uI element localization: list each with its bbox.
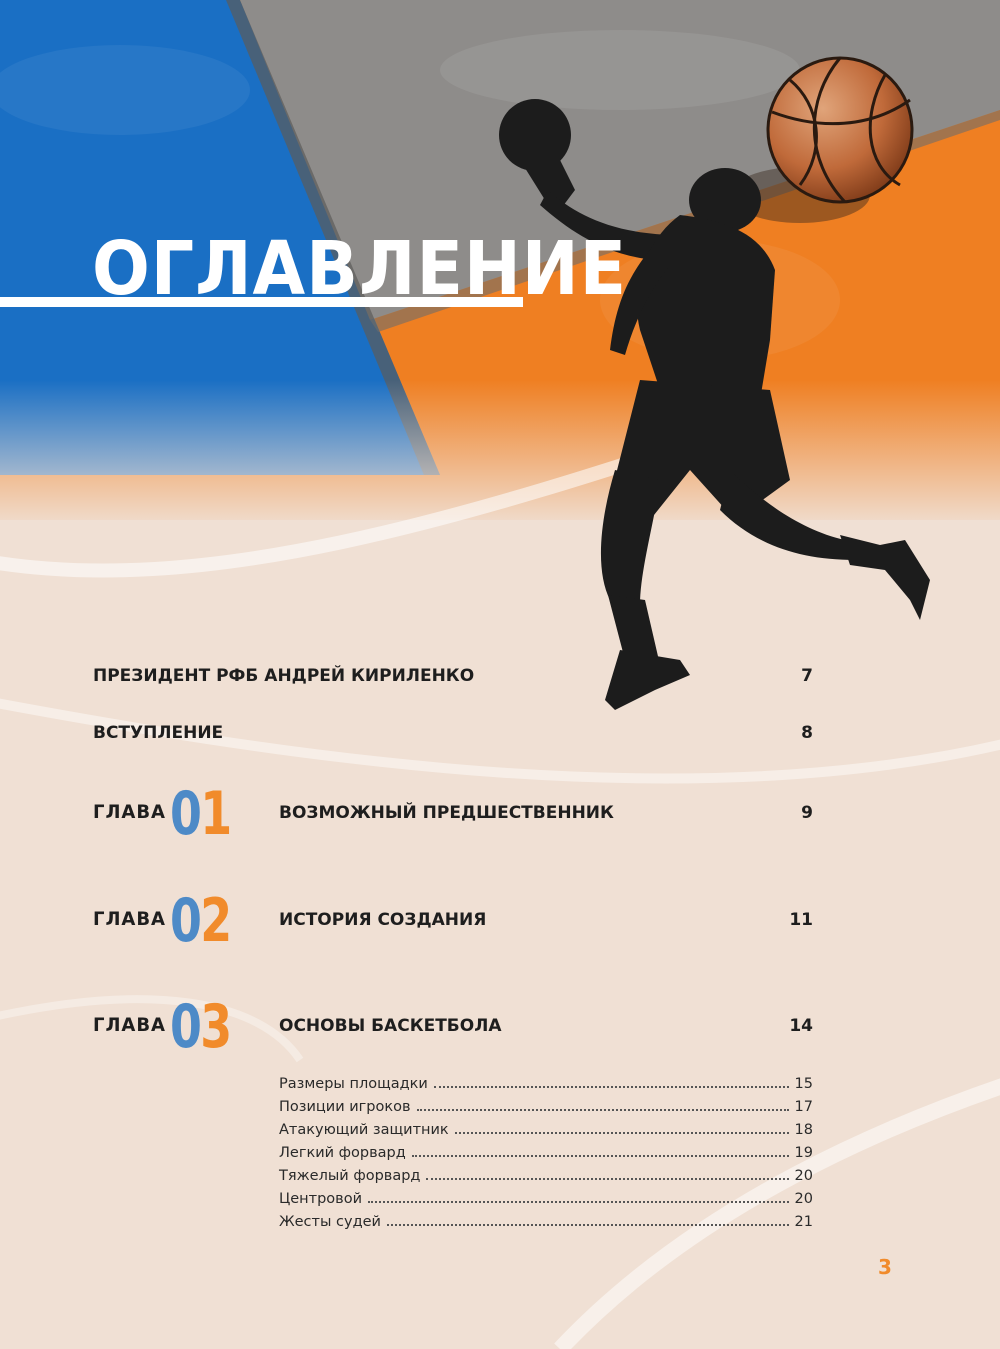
subsection-item[interactable]: Легкий форвард 19 <box>279 1145 813 1161</box>
chapter-3-title[interactable]: ОСНОВЫ БАСКЕТБОЛА <box>279 1016 502 1036</box>
toc-entry-page: 7 <box>801 666 813 686</box>
page-title: ОГЛАВЛЕНИЕ <box>92 226 628 312</box>
chapter-2-word: ГЛАВА <box>93 908 166 930</box>
chapter-1-page: 9 <box>801 803 813 823</box>
page-number: 3 <box>878 1255 892 1279</box>
toc-entry-label: ПРЕЗИДЕНТ РФБ АНДРЕЙ КИРИЛЕНКО <box>93 666 475 686</box>
subsection-item[interactable]: Атакующий защитник 18 <box>279 1122 813 1138</box>
chapter-3-word: ГЛАВА <box>93 1014 166 1036</box>
basketball-icon <box>768 58 912 202</box>
chapter-2-page: 11 <box>789 910 813 930</box>
toc-entry-page: 8 <box>801 723 813 743</box>
subsection-item[interactable]: Размеры площадки 15 <box>279 1076 813 1092</box>
toc-entry-label: ВСТУПЛЕНИЕ <box>93 723 224 743</box>
chapter-1-number: 01 <box>170 779 231 849</box>
subsection-item[interactable]: Центровой 20 <box>279 1191 813 1207</box>
chapter-2-title[interactable]: ИСТОРИЯ СОЗДАНИЯ <box>279 910 487 930</box>
chapter-1-title[interactable]: ВОЗМОЖНЫЙ ПРЕДШЕСТВЕННИК <box>279 803 614 823</box>
subsection-item[interactable]: Жесты судей 21 <box>279 1214 813 1230</box>
subsection-item[interactable]: Позиции игроков 17 <box>279 1099 813 1115</box>
subsection-list <box>279 1076 813 1237</box>
subsection-item[interactable]: Тяжелый форвард 20 <box>279 1168 813 1184</box>
chapter-3-page: 14 <box>789 1016 813 1036</box>
chapter-2-number: 02 <box>170 886 231 956</box>
chapter-1-word: ГЛАВА <box>93 801 166 823</box>
chapter-3-number: 03 <box>170 992 231 1062</box>
